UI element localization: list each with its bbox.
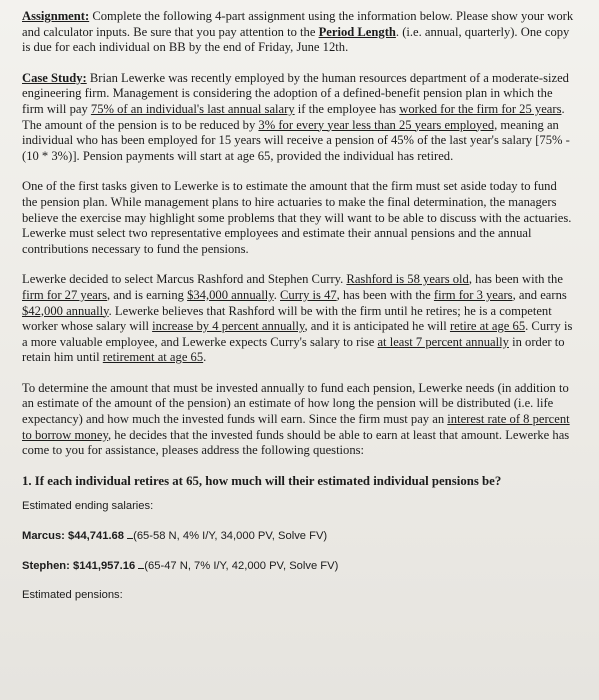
stephen-calculator-note: (65-47 N, 7% I/Y, 42,000 PV, Solve FV) [144, 560, 339, 573]
period-length-emphasis: Period Length [318, 24, 396, 39]
marcus-salary: Marcus: $44,741.68 [22, 530, 124, 543]
salaries-heading: Estimated ending salaries: [22, 500, 154, 513]
assistance-paragraph: To determine the amount that must be invested annually to fund each pension, Lewerke needs (in addition to an estimate of the amount of the pension) an estimate of how long the pension will be distributed (i.e. life expectancy) and how much the invested funds will earn. Since the firm must pay an interest rate of 8 percent to borrow money, he decides that the invested funds should be able to earn at least that amount. Lewerke has come to you for assistance, pleases address the following questions: [22, 380, 570, 458]
case-study-label: Case Study: [22, 70, 87, 85]
employees-paragraph: Lewerke decided to select Marcus Rashford and Stephen Curry. Rashford is 58 years old, has been with the firm for 27 years, and is earning $34,000 annually. Curry is 47, has been with the firm for 3 years, and earns $42,000 annually. Lewerke believes that Rashford will be with the firm until he retires; he is a competent worker whose salary will increase by 4 percent annually, and it is anticipated he will retire at age 65. Curry is a more valuable employee, and Lewerke expects Curry's salary to rise at least 7 percent annually in order to retain him until retirement at age 65. [22, 272, 573, 365]
assignment-label: Assignment: [22, 9, 90, 23]
pensions-heading: Estimated pensions: [22, 589, 123, 602]
case-study-paragraph: Case Study: Brian Lewerke was recently employed by the human resources department of a moderate-sized engineering firm. Management is considering the adoption of a defined-benefit pension plan in which the firm will pay 75% of an individual's last annual salary if the employee has worked for the firm for 25 years. The amount of the pension is to be reduced by 3% for every year less than 25 years employed, meaning an individual who has been employed for 15 years will receive a pension of 45% of the last year's salary [75% - (10 * 3%)]. Pension payments will start at age 65, provided the individual has retired. [22, 70, 570, 163]
marcus-answer [22, 528, 575, 543]
question-1: 1. If each individual retires at 65, how much will their estimated individual pensions be? [22, 473, 502, 488]
marcus-calculator-note: (65-58 N, 4% I/Y, 34,000 PV, Solve FV) [133, 530, 328, 543]
stephen-salary: Stephen: $141,957.16 [22, 560, 136, 573]
assignment-paragraph: Assignment: Complete the following 4-part assignment using the information below. Please show your work and calculator inputs. Be sure that you pay attention to the Period Length. (i.e. annual, quarterly). One copy is due for each individual on BB by the end of Friday, June 12th. [22, 9, 574, 55]
task-paragraph: One of the first tasks given to Lewerke is to estimate the amount that the firm must set aside today to fund the pension plan. While management plans to hire actuaries to make the final determination, the managers believe the exercise may highlight some problems that they will want to be able to discuss with the actuaries. Lewerke must select two representative employees and estimate their annual pensions and the annual contributions necessary to fund the pensions. [22, 179, 572, 256]
stephen-answer [22, 558, 575, 573]
